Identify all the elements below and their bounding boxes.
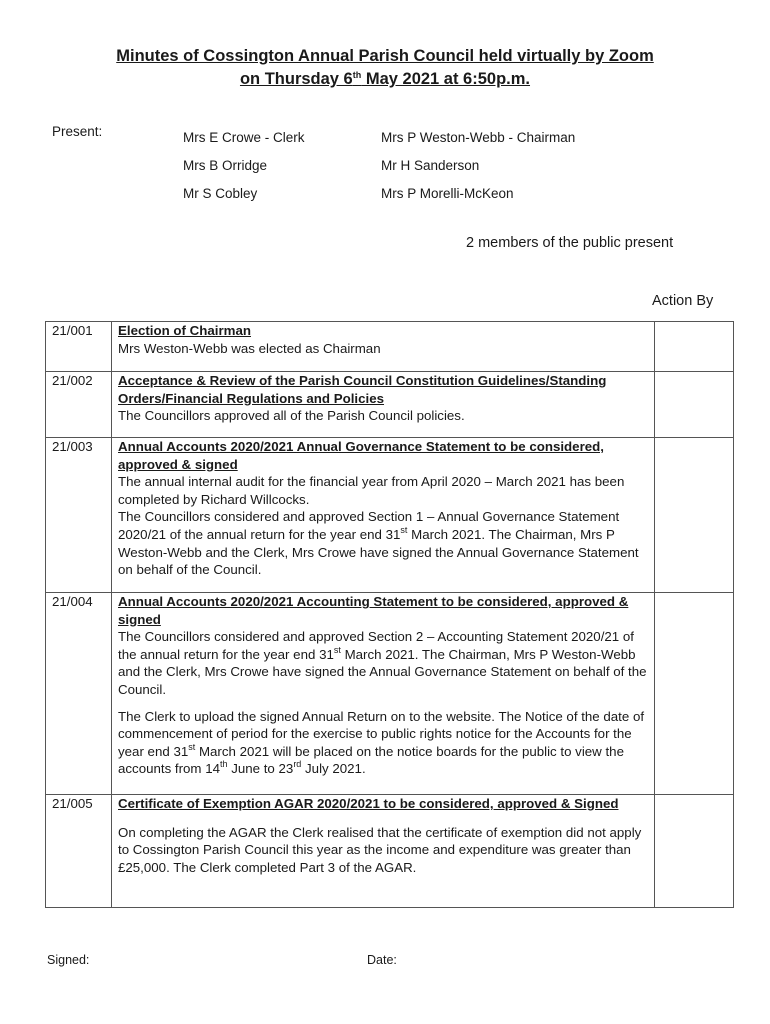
action-by-cell	[655, 322, 734, 372]
item-heading: Annual Accounts 2020/2021 Annual Governance Statement to be considered, approved & signed	[118, 439, 604, 472]
item-number: 21/005	[46, 795, 112, 908]
action-by-cell	[655, 593, 734, 795]
item-text: The Clerk to upload the signed Annual Return on to the website. The Notice of the date of commencement of period for the exercise to public rights notice for the Accounts for the year end 31st March 2021 will be placed on the notice boards for the public to view the accounts from 14th June to 23rd July 2021.	[118, 708, 645, 777]
item-body	[112, 795, 655, 908]
signed-label: Signed:	[47, 953, 90, 967]
action-by-cell	[655, 438, 734, 593]
attendee: Mrs E Crowe - Clerk	[183, 130, 305, 145]
action-by-cell	[655, 372, 734, 438]
item-text: Mrs Weston-Webb was elected as Chairman	[118, 340, 381, 356]
item-heading: Annual Accounts 2020/2021 Accounting Statement to be considered, approved & signed	[118, 594, 629, 627]
item-body	[112, 438, 655, 593]
minutes-table	[45, 321, 734, 908]
action-by-header: Action By	[652, 293, 714, 309]
attendee: Mrs P Weston-Webb - Chairman	[381, 130, 576, 145]
attendee: Mr H Sanderson	[381, 158, 480, 173]
item-heading: Certificate of Exemption AGAR 2020/2021 to be considered, approved & Signed	[118, 796, 619, 811]
document-title-line-1: Minutes of Cossington Annual Parish Council held virtually by Zoom	[116, 47, 654, 65]
date-label: Date:	[367, 953, 397, 967]
item-heading: Acceptance & Review of the Parish Council Constitution Guidelines/Standing Orders/Financial Regulations and Policies	[118, 373, 607, 406]
public-present-note: 2 members of the public present	[466, 235, 674, 251]
item-number: 21/002	[46, 372, 112, 438]
minute-item	[46, 795, 734, 908]
minute-item	[46, 322, 734, 372]
item-number: 21/001	[46, 322, 112, 372]
minute-item	[46, 372, 734, 438]
item-body	[112, 322, 655, 372]
item-text: On completing the AGAR the Clerk realised that the certificate of exemption did not apply to Cossington Parish Council this year as the income and expenditure was greater than £25,000. The Clerk completed Part 3 of the AGAR.	[118, 824, 642, 875]
item-text: The Councillors considered and approved Section 1 – Annual Governance Statement 2020/21 of the annual return for the year end 31st March 2021. The Chairman, Mrs P Weston-Webb and the Clerk, Mrs Crowe have signed the Annual Governance Statement on behalf of the Council.	[118, 509, 639, 578]
item-text: The annual internal audit for the financial year from April 2020 – March 2021 has been completed by Richard Willcocks.	[118, 474, 625, 507]
item-heading: Election of Chairman	[118, 323, 251, 338]
item-text: The Councillors considered and approved Section 2 – Accounting Statement 2020/21 of the annual return for the year end 31st March 2021. The Chairman, Mrs P Weston-Webb and the Clerk, Mrs Crowe have signed the Annual Governance Statement on behalf of the Council.	[118, 629, 647, 697]
item-number: 21/004	[46, 593, 112, 795]
item-body	[112, 372, 655, 438]
item-number: 21/003	[46, 438, 112, 593]
attendee: Mrs P Morelli-McKeon	[381, 186, 514, 201]
present-label: Present:	[52, 124, 103, 139]
minute-item	[46, 593, 734, 795]
attendee: Mr S Cobley	[183, 186, 258, 201]
item-text: The Councillors approved all of the Parish Council policies.	[118, 408, 465, 424]
item-body	[112, 593, 655, 795]
attendee: Mrs B Orridge	[183, 158, 268, 173]
minute-item	[46, 438, 734, 593]
action-by-cell	[655, 795, 734, 908]
document-title-line-2: on Thursday 6th May 2021 at 6:50p.m.	[239, 70, 531, 88]
